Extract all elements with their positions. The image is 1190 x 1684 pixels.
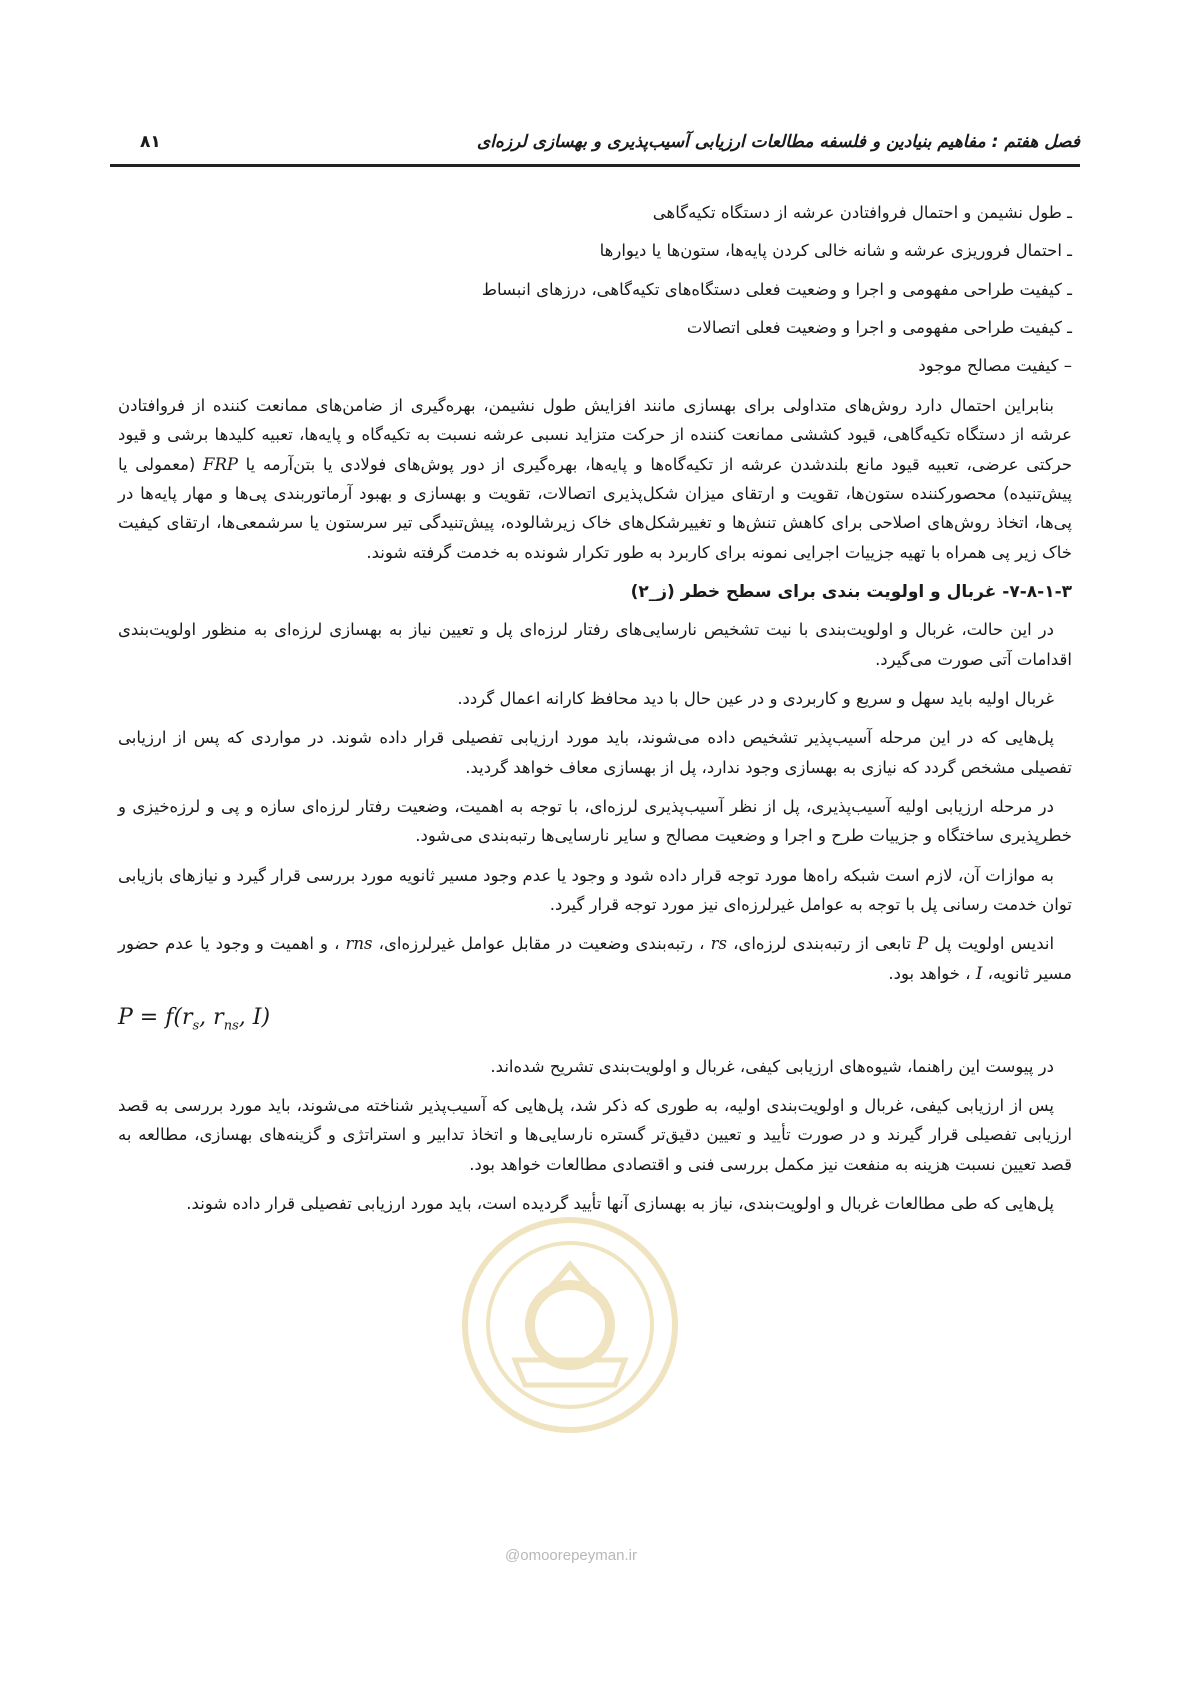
formula-i: I [252,1005,262,1031]
paragraph: در پیوست این راهنما، شیوه‌های ارزیابی کیفی، غربال و اولویت‌بندی تشریح شده‌اند. [490,1056,1054,1076]
paragraph: پل‌هایی که در این مرحله آسیب‌پذیر تشخیص داده می‌شوند، باید مورد ارزیابی تفصیلی قرار داده شوند. در مواردی که پس از ارزیابی تفصیلی مشخص گردد که نیازی به بهسازی وجود ندارد، پل از بهسازی معاف خواهد گردید. [118,728,1072,777]
list-item: – کیفیت مصالح موجود [918,356,1072,376]
list-item: ـ طول نشیمن و احتمال فروافتادن عرشه از دستگاه تکیه‌گاهی [652,203,1072,222]
paragraph-text: بنابراین احتمال دارد روش‌های متداولی برای بهسازی مانند افزایش طول نشیمن، بهره‌گیری از ضامن‌های ممانعت کننده از فروافتادن عرشه از دستگاه تکیه‌گاهی، قیود کششی ممانعت کننده از حرکت متزاید نسبی عرشه نسبت به تکیه‌گاه و پایه‌ها، تعبیه کلیدها برشی و قیود حرکتی عرضی، تعبیه قیود مانع بلندشدن عرشه از تکیه‌گاه‌ها و پایه‌ها، بهره‌گیری از دور پوش‌های فولادی یا بتن‌آرمه یا [118,395,1073,474]
watermark-url: @omoorepeyman.ir [505,1547,637,1564]
paragraph-text: ، و اهمیت و وجود یا عدم حضور مسیر ثانویه، [118,934,1072,983]
paragraph: در مرحله ارزیابی اولیه آسیب‌پذیری، پل از نظر آسیب‌پذیری لرزه‌ای، با توجه به اهمیت، وضعیت رفتار لرزه‌ای سازه و پی و لرزه‌خیزی و خطرپذیری ساختگاه و جزییات طرح و اجرا و وضعیت مصالح و سایر نارسایی‌ها رتبه‌بندی می‌شود. [118,797,1072,846]
bullet-list [118,198,1072,381]
list-item: ـ احتمال فروریزی عرشه و شانه خالی کردن پایه‌ها، ستون‌ها یا دیوارها [599,241,1072,261]
paragraph-text: (معمولی یا پیش‌تنیده) محصورکننده ستون‌ها، تقویت و ارتقای میزان شکل‌پذیری اتصالات، تقویت و بهسازی و بهبود آرماتوربندی پی‌ها و مهار پایه‌ها در پی‌ها، اتخاذ روش‌های اصلاحی برای کاهش تنش‌ها و تغییرشکل‌های خاک زیرشالوده، پیش‌تنیدگی تیر سرستون یا سرشمعی‌ها، ارتقای کیفیت خاک زیر پی همراه با تهیه جزییات اجرایی نمونه برای کاربرد به طور تکرار شونده به خدمت گرفته شوند. [118,454,1072,562]
paragraph: پس از ارزیابی کیفی، غربال و اولویت‌بندی اولیه، به طوری که ذکر شد، پل‌هایی که آسیب‌پذیر شناخته می‌شوند، باید مورد بررسی به قصد ارزیابی تفصیلی قرار گیرند و در صورت تأیید و تعیین دقیق‌تر گستره نارسایی‌ها و اتخاذ تدابیر و استراتژی و گزینه‌های بهسازی، مطالعه به قصد تعیین نسبت هزینه به منفعت نیز مکمل بررسی فنی و اقتصادی مطالعات خواهد بود. [118,1096,1072,1174]
paragraph: به موازات آن، لازم است شبکه راه‌ها مورد توجه قرار داده شود و وجود یا عدم وجود مسیر ثانویه مورد بررسی قرار گیرد و نیازهای بازیابی توان خدمت رسانی پل با توجه به عوامل غیرلرزه‌ای نیز مورد توجه قرار گیرد. [118,865,1072,915]
paragraph: در این حالت، غربال و اولویت‌بندی با نیت تشخیص نارسایی‌های رفتار لرزه‌ای پل و تعیین نیاز به بهسازی لرزه‌ای به منظور اولویت‌بندی اقدامات آتی صورت می‌گیرد. [118,620,1072,669]
paragraph-text: تابعی از رتبه‌بندی لرزه‌ای، [733,934,912,954]
var-i: I [975,963,983,983]
formula-r: r [213,1005,224,1031]
chapter-title: فصل هفتم : مفاهیم بنیادین و فلسفه مطالعات ارزیابی آسیب‌پذیری و بهسازی لرزه‌ای [476,132,1080,152]
paragraph-text: ، خواهد بود. [888,963,971,983]
formula-lhs: P = f [118,1005,174,1031]
section-heading: ۷-۸-۱-۳- غربال و اولویت بندی برای سطح خطر (ز_۲) [630,581,1072,602]
page-header [110,128,1080,167]
frp-term: FRP [203,454,238,474]
list-item: ـ کیفیت طراحی مفهومی و اجرا و وضعیت فعلی دستگاه‌های تکیه‌گاهی، درزهای انبساط [481,279,1072,299]
var-rns: rns [345,934,373,954]
formula-sub-s: s [192,1018,200,1034]
paragraph-text: اندیس اولویت پل [934,934,1055,954]
paragraph: پل‌هایی که طی مطالعات غربال و اولویت‌بندی، نیاز به بهسازی آنها تأیید گردیده است، باید مورد ارزیابی تفصیلی قرار داده شوند. [186,1194,1054,1214]
paragraph-retrofit-methods [118,391,1072,567]
list-item: ـ کیفیت طراحی مفهومی و اجرا و وضعیت فعلی اتصالات [686,318,1072,338]
watermark-seal-icon [455,1210,685,1440]
priority-formula: $P = f(r_s$, $r_{ns}$, I) [118,1005,271,1034]
page-content [118,198,1072,1228]
page-number: ۸۱ [140,132,161,152]
paragraph: غربال اولیه باید سهل و سریع و کاربردی و در عین حال با دید محافظ کارانه اعمال گردد. [457,688,1054,708]
paragraph-text: ، رتبه‌بندی وضعیت در مقابل عوامل غیرلرزه‌ای، [378,934,705,954]
formula-r: r [181,1005,193,1031]
var-rs: rs [710,934,727,954]
paragraph-priority-index [118,929,1072,988]
var-p: P [917,934,929,954]
formula-sub-ns: ns [223,1018,239,1034]
